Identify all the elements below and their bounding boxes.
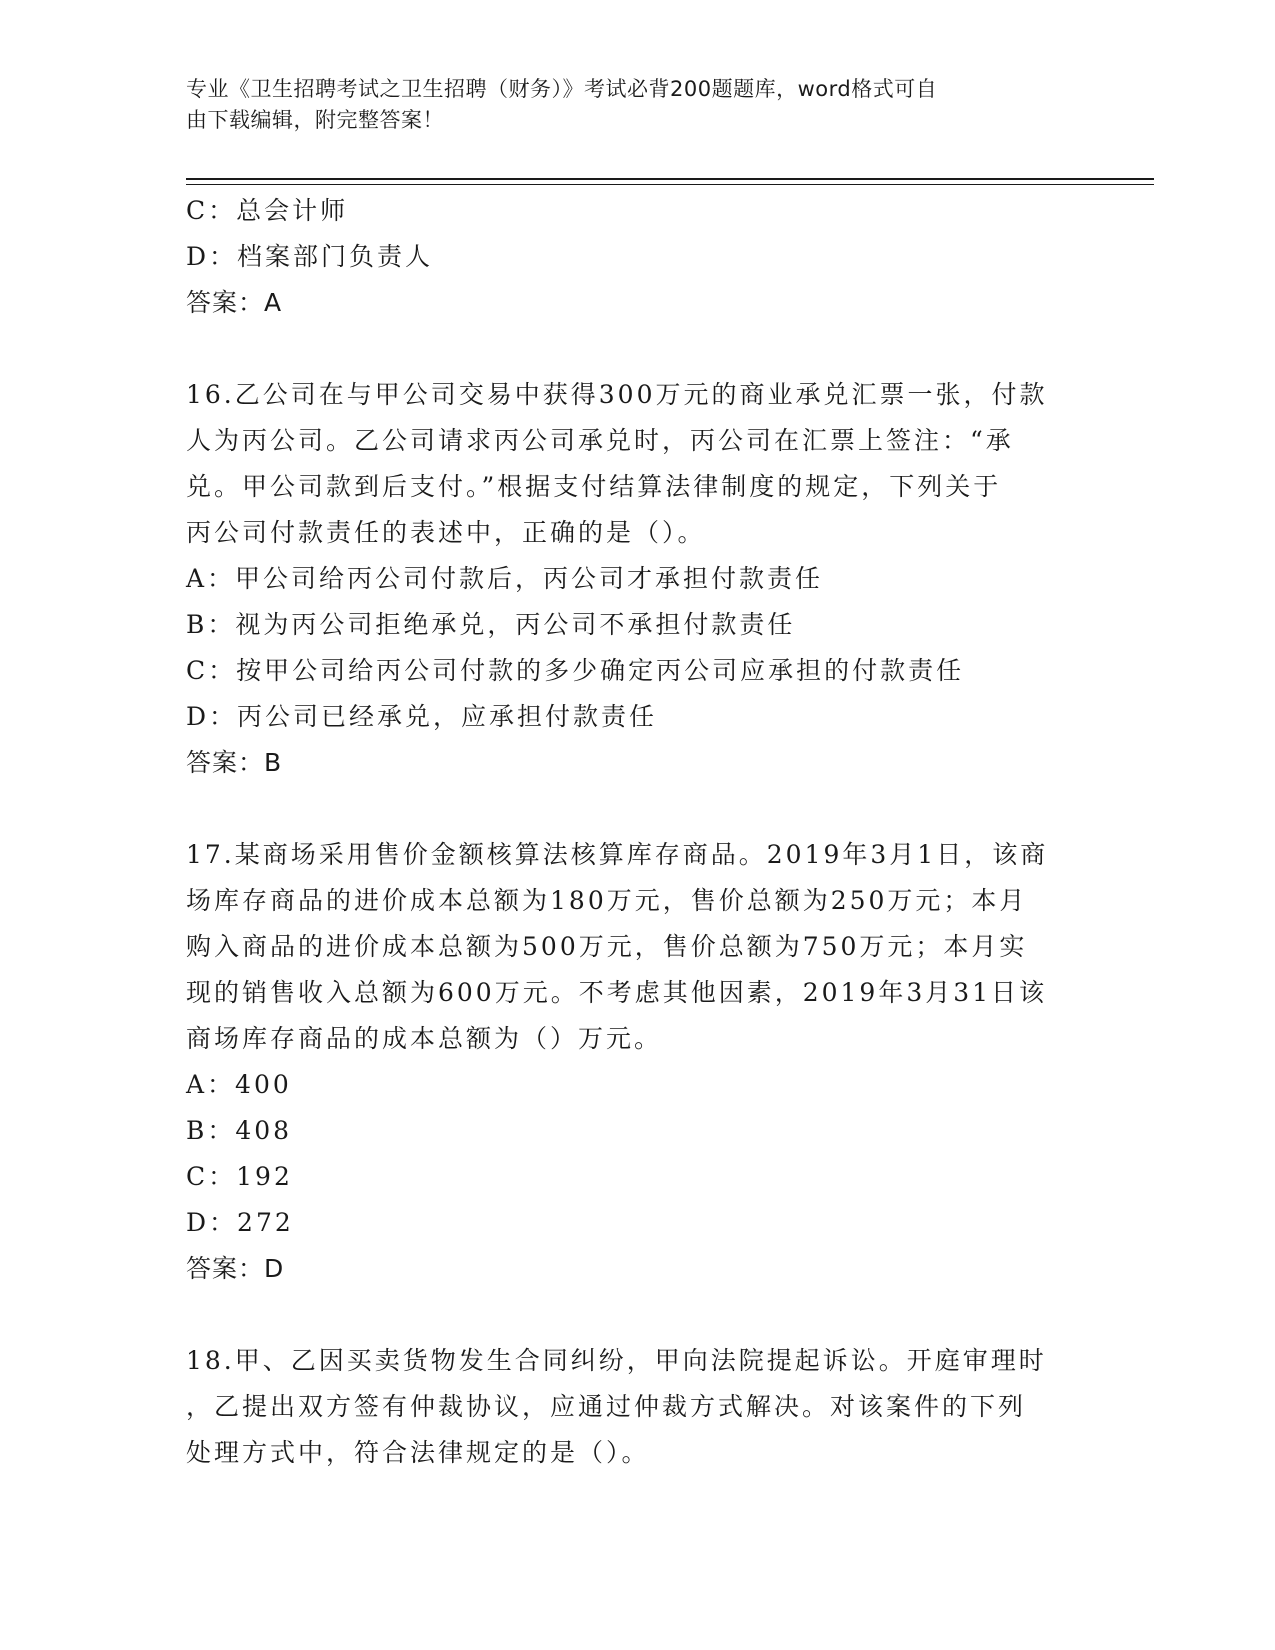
spacer bbox=[186, 786, 1086, 832]
question-stem-line: 现的销售收入总额为600万元。不考虑其他因素，2019年3月31日该 bbox=[186, 978, 1048, 1007]
spacer bbox=[186, 1292, 1086, 1338]
question-17 bbox=[186, 832, 1086, 1292]
answer-line: 答案：D bbox=[186, 1254, 285, 1283]
question-18 bbox=[186, 1338, 1086, 1476]
option-c: C：总会计师 bbox=[186, 196, 349, 225]
option-d: D：272 bbox=[186, 1208, 294, 1237]
answer-line: 答案：B bbox=[186, 748, 283, 777]
question-15-tail bbox=[186, 188, 1086, 326]
option-d: D：档案部门负责人 bbox=[186, 242, 434, 271]
option-a: A：甲公司给丙公司付款后，丙公司才承担付款责任 bbox=[186, 564, 824, 593]
question-stem-line: 17.某商场采用售价金额核算法核算库存商品。2019年3月1日，该商 bbox=[186, 840, 1049, 869]
document-body bbox=[186, 188, 1086, 1476]
option-b: B：视为丙公司拒绝承兑，丙公司不承担付款责任 bbox=[186, 610, 796, 639]
question-stem-line: 场库存商品的进价成本总额为180万元，售价总额为250万元；本月 bbox=[186, 886, 1028, 915]
option-c: C：按甲公司给丙公司付款的多少确定丙公司应承担的付款责任 bbox=[186, 656, 965, 685]
option-b: B：408 bbox=[186, 1116, 293, 1145]
header-line-1: 专业《卫生招聘考试之卫生招聘（财务）》考试必背200题题库，word格式可自 bbox=[186, 77, 938, 101]
document-header bbox=[186, 74, 1066, 136]
option-d: D：丙公司已经承兑，应承担付款责任 bbox=[186, 702, 658, 731]
option-c: C：192 bbox=[186, 1162, 293, 1191]
question-stem-line: 购入商品的进价成本总额为500万元，售价总额为750万元；本月实 bbox=[186, 932, 1028, 961]
question-stem-line: 处理方式中，符合法律规定的是（）。 bbox=[186, 1438, 650, 1467]
question-stem-line: 18.甲、乙因买卖货物发生合同纠纷，甲向法院提起诉讼。开庭审理时 bbox=[186, 1346, 1047, 1375]
question-stem-line: ，乙提出双方签有仲裁协议，应通过仲裁方式解决。对该案件的下列 bbox=[186, 1392, 1027, 1421]
question-stem-line: 人为丙公司。乙公司请求丙公司承兑时，丙公司在汇票上签注：“承 bbox=[186, 426, 1014, 455]
spacer bbox=[186, 326, 1086, 372]
answer-line: 答案：A bbox=[186, 288, 283, 317]
question-16 bbox=[186, 372, 1086, 786]
question-stem-line: 兑。甲公司款到后支付。”根据支付结算法律制度的规定，下列关于 bbox=[186, 472, 1002, 501]
header-divider bbox=[186, 178, 1154, 185]
question-stem-line: 商场库存商品的成本总额为（）万元。 bbox=[186, 1024, 663, 1053]
question-stem-line: 16.乙公司在与甲公司交易中获得300万元的商业承兑汇票一张，付款 bbox=[186, 380, 1048, 409]
header-line-2: 由下载编辑，附完整答案！ bbox=[186, 108, 444, 132]
option-a: A：400 bbox=[186, 1070, 292, 1099]
question-stem-line: 丙公司付款责任的表述中，正确的是（）。 bbox=[186, 518, 706, 547]
